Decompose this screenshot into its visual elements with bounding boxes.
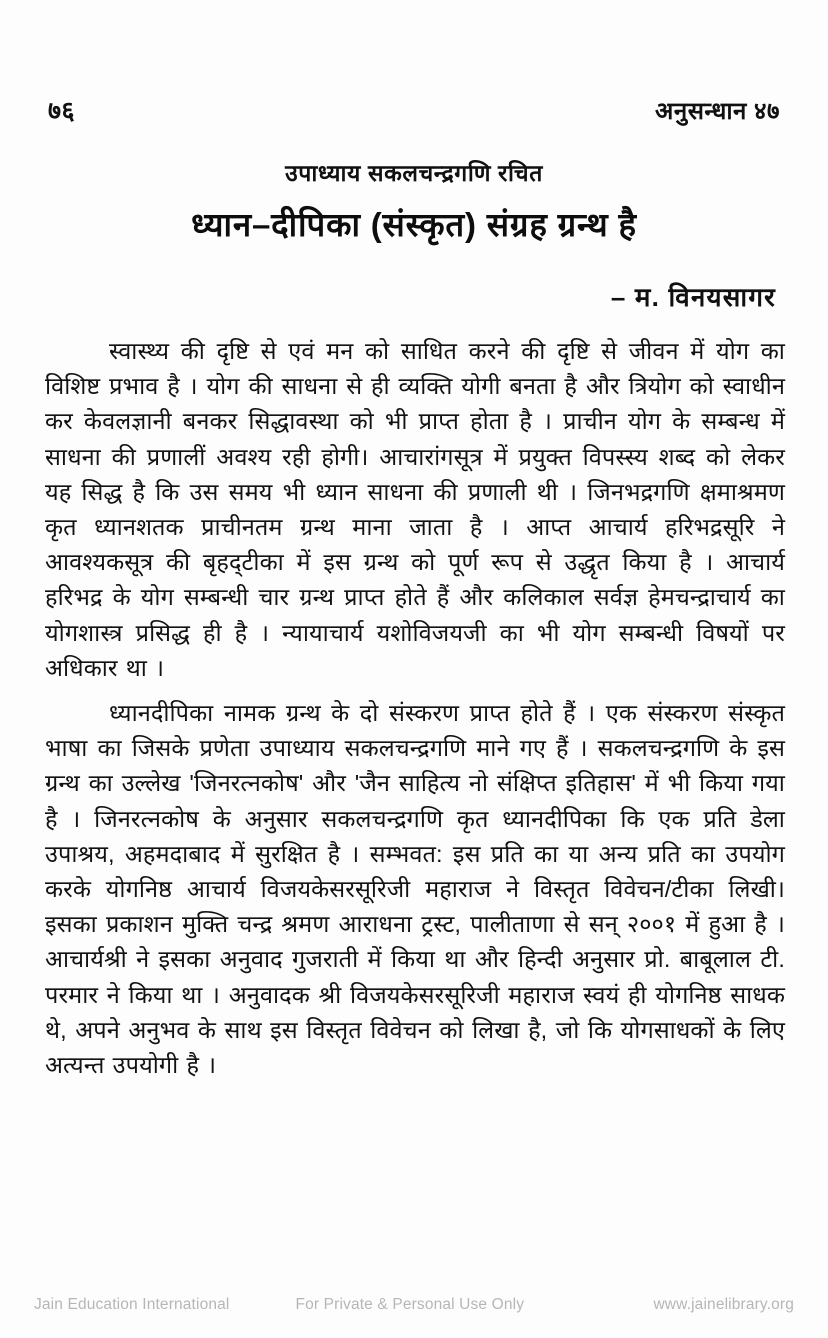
- article-kicker: उपाध्याय सकलचन्द्रगणि रचित: [285, 160, 543, 186]
- page-footer: [34, 1296, 794, 1314]
- article-byline: – म. विनयसागर: [610, 282, 776, 312]
- article-body: [45, 334, 785, 1093]
- footer-usage-notice: For Private & Personal Use Only: [295, 1296, 525, 1313]
- footer-organization: Jain Education International: [34, 1296, 230, 1313]
- page-folio-number: ७६: [48, 97, 76, 125]
- article-title: ध्यान–दीपिका (संस्कृत) संग्रह ग्रन्थ है: [191, 205, 637, 243]
- article-title-block: [48, 160, 780, 267]
- journal-running-title: अनुसन्धान ४७: [655, 98, 780, 125]
- body-paragraph: ध्यानदीपिका नामक ग्रन्थ के दो संस्करण प्राप्त होते हैं । एक संस्करण संस्कृत भाषा का जिसके प्रणेता उपाध्याय सकलचन्द्रगणि माने गए हैं । सकलचन्द्रगणि के इस ग्रन्थ का उल्लेख 'जिनरत्नकोष' और 'जैन साहित्य नो संक्षिप्त इतिहास' में भी किया गया है । जिनरत्नकोष के अनुसार सकलचन्द्रगणि कृत ध्यानदीपिका कि एक प्रति डेला उपाश्रय, अहमदाबाद में सुरक्षित है । सम्भवत: इस प्रति का या अन्य प्रति का उपयोग करके योगनिष्ठ आचार्य विजयकेसरसूरिजी महाराज ने विस्तृत विवेचन/टीका लिखी। इसका प्रकाशन मुक्ति चन्द्र श्रमण आराधना ट्रस्ट, पालीताणा से सन् २००१ में हुआ है । आचार्यश्री ने इसका अनुवाद गुजराती में किया था और हिन्दी अनुसार प्रो. बाबूलाल टी. परमार ने किया था । अनुवादक श्री विजयकेसरसूरिजी महाराज स्वयं ही योगनिष्ठ साधक थे, अपने अनुभव के साथ इस विस्तृत विवेचन को लिखा है, जो कि योगसाधकों के लिए अत्यन्त उपयोगी है ।: [45, 700, 785, 1079]
- running-head: [48, 93, 780, 127]
- footer-website-url[interactable]: www.jainelibrary.org: [653, 1296, 794, 1313]
- body-paragraph: स्वास्थ्य की दृष्टि से एवं मन को साधित करने की दृष्टि से जीवन में योग का विशिष्ट प्रभाव है । योग की साधना से ही व्यक्ति योगी बनता है और त्रियोग को स्वाधीन कर केवलज्ञानी बनकर सिद्धावस्था को भी प्राप्त होता है । प्राचीन योग के सम्बन्ध में साधना की प्रणालीं अवश्य रही होगी। आचारांगसूत्र में प्रयुक्त विपस्स्य शब्द को लेकर यह सिद्ध है कि उस समय भी ध्यान साधना की प्रणाली थी । जिनभद्रगणि क्षमाश्रमण कृत ध्यानशतक प्राचीनतम ग्रन्थ माना जाता है । आप्त आचार्य हरिभद्रसूरि ने आवश्यकसूत्र की बृहद्टीका में इस ग्रन्थ को पूर्ण रूप से उद्धृत किया है । आचार्य हरिभद्र के योग सम्बन्धी चार ग्रन्थ प्राप्त होते हैं और कलिकाल सर्वज्ञ हेमचन्द्राचार्य का योगशास्त्र प्रसिद्ध ही है । न्यायाचार्य यशोविजयजी का भी योग सम्बन्धी विषयों पर अधिकार था ।: [45, 338, 785, 681]
